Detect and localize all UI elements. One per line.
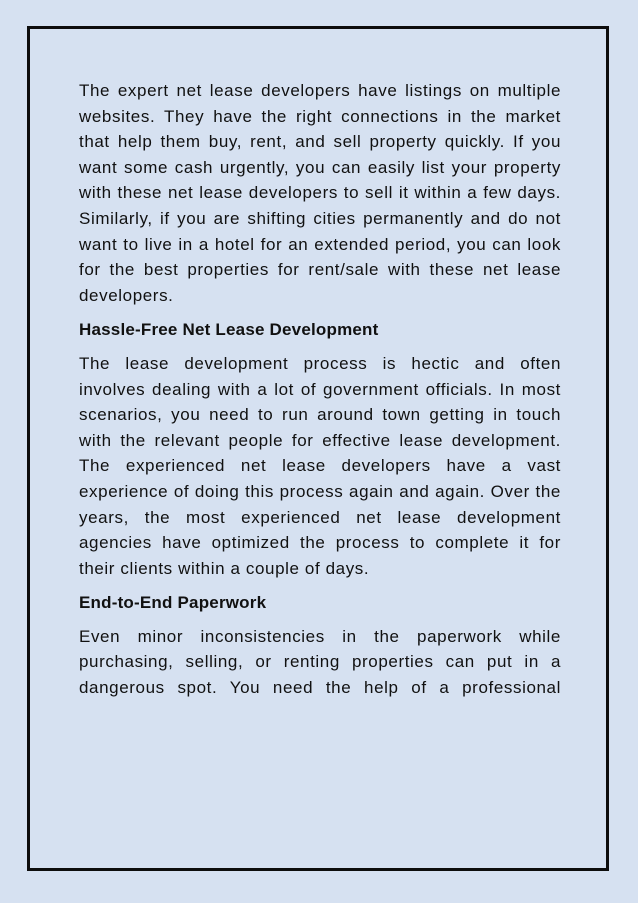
- paragraph-paperwork: Even minor inconsistencies in the paperwork while purchasing, selling, or renting properties can put in a dangerous spot. You need the help of a professional: [79, 626, 561, 698]
- paragraph-intro: The expert net lease developers have listings on multiple websites. They have the right connections in the market that help them buy, rent, and sell property quickly. If you want some cash urgently, you can easily list your property with these net lease developers to sell it within a few days. Similarly, if you are shifting cities permanently and do not want to live in a hotel for an extended period, you can look for the best properties for rent/sale with these net lease developers.: [79, 81, 561, 305]
- paragraph-lease-development: The lease development process is hectic and often involves dealing with a lot of government officials. In most scenarios, you need to run around town getting in touch with the relevant people for effective lease development. The experienced net lease developers have a vast experience of doing this process again and again. Over the years, the most experienced net lease development agencies have optimized the process to complete it for their clients within a couple of days.: [79, 353, 561, 578]
- heading-end-to-end-paperwork: End-to-End Paperwork: [79, 593, 267, 613]
- heading-hassle-free-development: Hassle-Free Net Lease Development: [79, 320, 379, 340]
- document-body: [79, 78, 561, 701]
